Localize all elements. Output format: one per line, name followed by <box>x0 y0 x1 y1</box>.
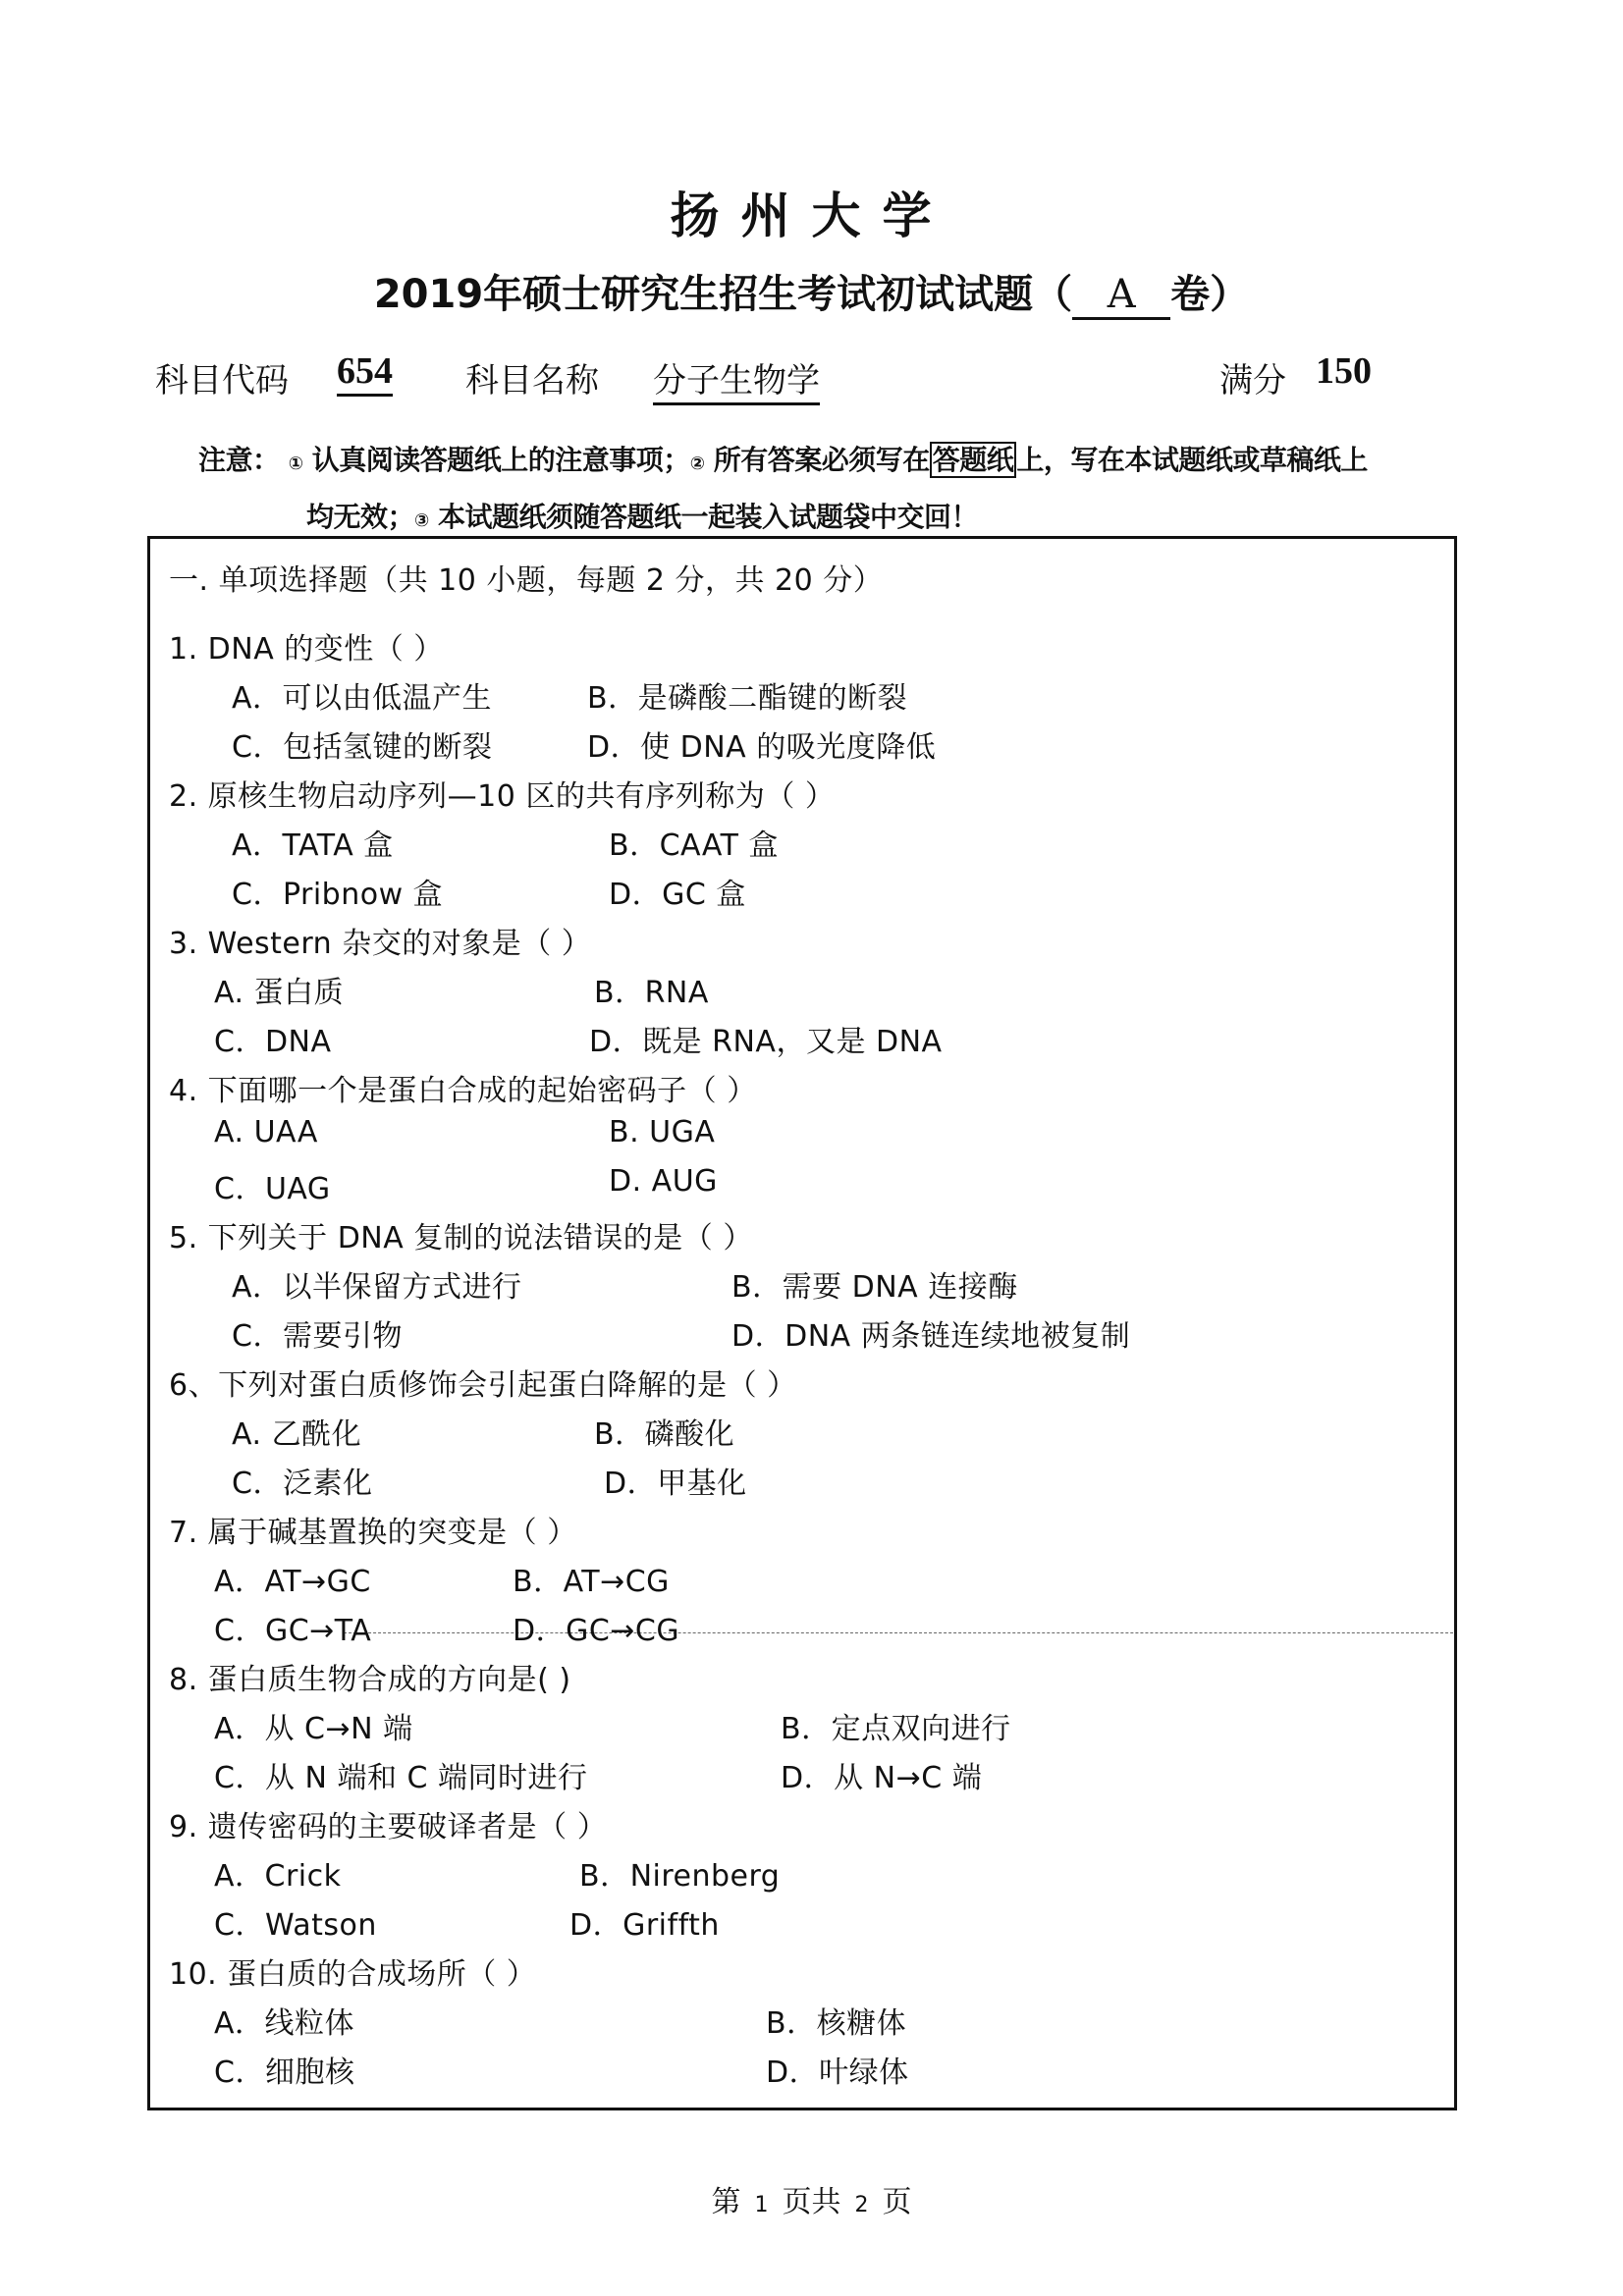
question-4-option-d: D. AUG <box>609 1164 718 1199</box>
question-6-option-b: B．磷酸化 <box>594 1417 735 1452</box>
page-current: 1 <box>754 2193 769 2217</box>
question-5-option-c: C．需要引物 <box>232 1319 403 1354</box>
question-3-option-d: D．既是 RNA，又是 DNA <box>589 1025 943 1059</box>
question-4-option-a: A. UAA <box>214 1115 318 1149</box>
question-3-option-c: C．DNA <box>214 1025 332 1059</box>
notice-item-2-pre: 所有答案必须写在 <box>713 444 930 476</box>
question-8-option-d: D．从 N→C 端 <box>781 1761 983 1795</box>
question-4-option-b: B. UGA <box>609 1115 716 1149</box>
question-7-option-b: B．AT→CG <box>513 1565 670 1599</box>
question-9-option-b: B．Nirenberg <box>579 1859 781 1894</box>
question-10-option-b: B．核糖体 <box>766 2006 907 2041</box>
question-9-option-a: A．Crick <box>214 1859 342 1894</box>
subject-code: 654 <box>337 349 393 393</box>
subject-name: 分子生物学 <box>653 353 820 401</box>
question-7-stem: 7. 属于碱基置换的突变是（ ） <box>169 1516 577 1550</box>
question-8-option-b: B．定点双向进行 <box>781 1712 1011 1746</box>
exam-title-prefix: 2019年硕士研究生招生考试初试试题（ <box>373 272 1073 317</box>
marker-3: ③ <box>414 510 429 531</box>
question-1-option-b: B．是磷酸二酯键的断裂 <box>587 681 908 716</box>
question-7-option-d: D．GC→CG <box>513 1614 680 1648</box>
question-3-stem: 3. Western 杂交的对象是（ ） <box>169 927 592 961</box>
question-1-option-c: C．包括氢键的断裂 <box>232 730 493 765</box>
question-10-option-c: C．细胞核 <box>214 2056 355 2090</box>
question-5-option-d: D．DNA 两条链连续地被复制 <box>731 1319 1131 1354</box>
page-prefix: 第 <box>711 2185 741 2219</box>
question-1-option-d: D．使 DNA 的吸光度降低 <box>587 730 937 765</box>
full-score: 150 <box>1316 350 1372 392</box>
page-suffix: 页 <box>882 2185 912 2219</box>
notice-line-2 <box>306 496 978 535</box>
scan-artifact-rule <box>344 1632 1453 1633</box>
university-name: 扬州大学 <box>670 187 953 244</box>
question-9-option-c: C．Watson <box>214 1908 377 1943</box>
question-10-option-a: A．线粒体 <box>214 2006 355 2041</box>
question-2-stem: 2. 原核生物启动序列—10 区的共有序列称为（ ） <box>169 779 836 814</box>
question-3-option-a: A. 蛋白质 <box>214 976 345 1010</box>
notice-line-1 <box>198 439 1368 478</box>
question-4-stem: 4. 下面哪一个是蛋白合成的起始密码子（ ） <box>169 1074 757 1108</box>
question-5-option-a: A．以半保留方式进行 <box>232 1270 522 1305</box>
question-8-option-c: C．从 N 端和 C 端同时进行 <box>214 1761 588 1795</box>
subject-name-label: 科目名称 <box>465 361 599 400</box>
question-1-stem: 1. DNA 的变性（ ） <box>169 632 444 667</box>
page-middle: 页共 <box>782 2185 841 2219</box>
question-2-option-c: C．Pribnow 盒 <box>232 878 444 912</box>
question-10-stem: 10. 蛋白质的合成场所（ ） <box>169 1957 537 1992</box>
question-9-stem: 9. 遗传密码的主要破译者是（ ） <box>169 1810 608 1844</box>
question-6-stem: 6、下列对蛋白质修饰会引起蛋白降解的是（ ） <box>169 1368 797 1403</box>
subject-code-label: 科目代码 <box>155 361 289 400</box>
question-2-option-b: B．CAAT 盒 <box>609 828 779 863</box>
marker-1: ① <box>288 454 303 474</box>
answer-sheet-box: 答题纸 <box>930 442 1017 478</box>
question-5-stem: 5. 下列关于 DNA 复制的说法错误的是（ ） <box>169 1221 753 1255</box>
question-3-option-b: B．RNA <box>594 976 709 1010</box>
notice-item-3: 本试题纸须随答题纸一起装入试题袋中交回！ <box>438 501 979 533</box>
question-5-option-b: B．需要 DNA 连接酶 <box>731 1270 1018 1305</box>
question-8-option-a: A．从 C→N 端 <box>214 1712 413 1746</box>
exam-title <box>0 263 1623 320</box>
notice-label: 注意： <box>198 444 280 476</box>
question-2-option-d: D．GC 盒 <box>609 878 746 912</box>
question-7-option-c: C．GC→TA <box>214 1614 372 1648</box>
question-4-option-c: C．UAG <box>214 1172 331 1206</box>
question-9-option-d: D．Griffth <box>569 1908 720 1943</box>
page-indicator <box>0 2177 1623 2220</box>
notice-item-2-post: 上，写在本试题纸或草稿纸上 <box>1016 444 1368 476</box>
question-6-option-d: D．甲基化 <box>604 1467 747 1501</box>
paper-version: A <box>1072 272 1170 320</box>
section-title: 一. 单项选择题（共 10 小题，每题 2 分，共 20 分） <box>169 563 884 598</box>
question-8-stem: 8. 蛋白质生物合成的方向是( ) <box>169 1663 571 1697</box>
question-7-option-a: A．AT→GC <box>214 1565 371 1599</box>
page-total: 2 <box>854 2193 869 2217</box>
full-score-label: 满分 <box>1219 361 1286 400</box>
notice-item-2-cont: 均无效； <box>306 501 415 533</box>
question-2-option-a: A．TATA 盒 <box>232 828 394 863</box>
question-6-option-a: A. 乙酰化 <box>232 1417 362 1452</box>
marker-2: ② <box>689 454 705 474</box>
question-1-option-a: A．可以由低温产生 <box>232 681 493 716</box>
question-10-option-d: D．叶绿体 <box>766 2056 909 2090</box>
exam-title-suffix: 卷） <box>1170 272 1250 317</box>
question-6-option-c: C．泛素化 <box>232 1467 373 1501</box>
notice-item-1: 认真阅读答题纸上的注意事项； <box>311 444 690 476</box>
